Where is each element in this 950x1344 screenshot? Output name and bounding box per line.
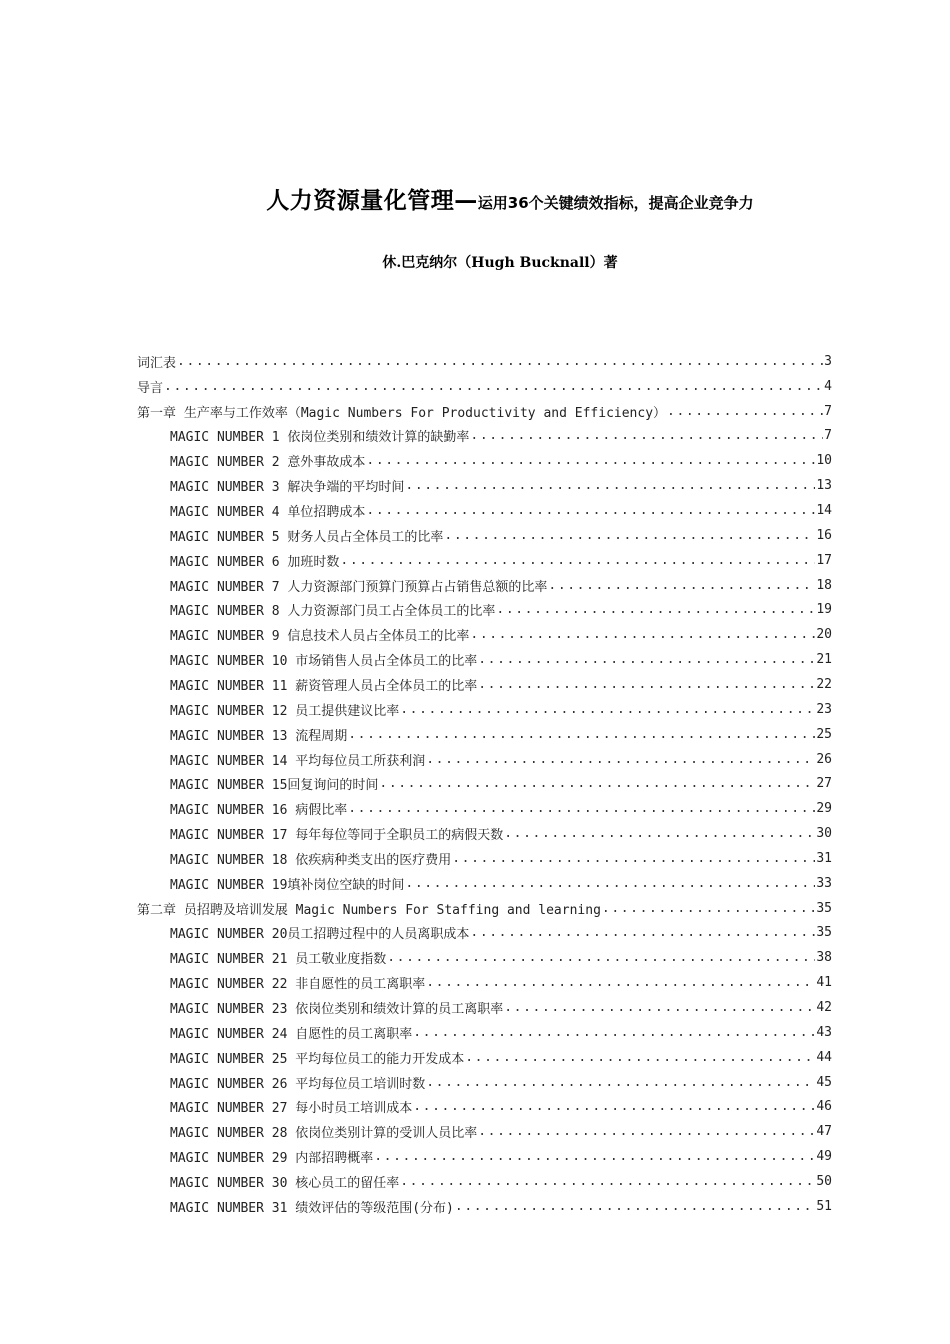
toc-entry-label: MAGIC NUMBER 13 流程周期 [170,728,348,744]
toc-dot-leader [366,503,815,518]
toc-dot-leader [426,752,815,767]
toc-entry-page-number: 16 [816,527,832,543]
toc-entry[interactable] [170,697,832,722]
toc-entry-page-number: 18 [816,577,832,593]
toc-entry-page-number: 19 [816,602,832,618]
toc-entry[interactable] [170,448,832,473]
toc-entry-label: MAGIC NUMBER 30 核心员工的留任率 [170,1175,400,1191]
toc-dot-leader [478,677,815,692]
toc-entry-label: MAGIC NUMBER 21 员工敬业度指数 [170,952,387,968]
toc-entry[interactable] [170,1095,832,1120]
toc-entry-page-number: 7 [824,403,832,419]
toc-entry-label: MAGIC NUMBER 6 加班时数 [170,554,340,570]
toc-entry-label: MAGIC NUMBER 8 人力资源部门员工占全体员工的比率 [170,604,496,620]
toc-entry-label: MAGIC NUMBER 27 每小时员工培训成本 [170,1101,413,1117]
toc-entry[interactable] [170,622,832,647]
toc-entry[interactable] [170,1169,832,1194]
toc-entry-label: MAGIC NUMBER 4 单位招聘成本 [170,505,366,521]
toc-entry-page-number: 50 [816,1173,832,1189]
toc-dot-leader [374,1149,815,1164]
toc-dot-leader [444,528,815,543]
toc-dot-leader [387,950,815,965]
toc-entry[interactable] [170,995,832,1020]
toc-entry-page-number: 23 [816,701,832,717]
toc-entry-label: MAGIC NUMBER 10 市场销售人员占全体员工的比率 [170,654,478,670]
toc-entry[interactable] [170,945,832,970]
toc-entry-page-number: 7 [824,428,832,444]
toc-dot-leader [366,453,815,468]
toc-entry[interactable] [170,1194,832,1219]
toc-entry-page-number: 46 [816,1099,832,1115]
toc-dot-leader [426,975,815,990]
toc-entry[interactable] [170,1070,832,1095]
toc-dot-leader [426,1075,815,1090]
toc-entry[interactable] [170,747,832,772]
toc-entry-label: MAGIC NUMBER 20员工招聘过程中的人员离职成本 [170,927,470,943]
toc-entry[interactable] [170,796,832,821]
toc-entry[interactable] [170,871,832,896]
title-subtitle: 运用36个关键绩效指标，提高企业竞争力 [477,194,754,212]
toc-entry-label: MAGIC NUMBER 2 意外事故成本 [170,455,366,471]
toc-entry-label: MAGIC NUMBER 31 绩效评估的等级范围(分布) [170,1200,454,1216]
toc-entry[interactable] [170,548,832,573]
toc-entry[interactable] [170,523,832,548]
toc-dot-leader [478,652,815,667]
toc-dot-leader [455,1199,815,1214]
toc-dot-leader [405,478,815,493]
toc-entry[interactable] [137,399,832,424]
toc-entry-label: MAGIC NUMBER 9 信息技术人员占全体员工的比率 [170,629,470,645]
toc-entry[interactable] [170,647,832,672]
toc-entry[interactable] [170,672,832,697]
toc-entry-label: MAGIC NUMBER 28 依岗位类别计算的受训人员比率 [170,1126,478,1142]
toc-entry[interactable] [170,498,832,523]
toc-entry-label: MAGIC NUMBER 16 病假比率 [170,803,348,819]
toc-dot-leader [400,702,815,717]
toc-entry-page-number: 45 [816,1074,832,1090]
toc-dot-leader [379,776,815,791]
toc-entry-label: MAGIC NUMBER 24 自愿性的员工离职率 [170,1026,413,1042]
toc-entry-page-number: 35 [816,900,832,916]
toc-entry[interactable] [170,424,832,449]
toc-dot-leader [164,379,823,394]
toc-entry[interactable] [170,1020,832,1045]
title-main: 人力资源量化管理— [266,188,478,214]
toc-entry-label: MAGIC NUMBER 5 财务人员占全体员工的比率 [170,529,444,545]
toc-entry-label: MAGIC NUMBER 26 平均每位员工培训时数 [170,1076,426,1092]
toc-entry-page-number: 25 [816,726,832,742]
toc-entry-label: MAGIC NUMBER 25 平均每位员工的能力开发成本 [170,1051,465,1067]
toc-dot-leader [504,1000,815,1015]
toc-entry-label: MAGIC NUMBER 12 员工提供建议比率 [170,703,400,719]
toc-entry-label: 导言 [137,380,164,396]
toc-dot-leader [413,1025,815,1040]
toc-entry-page-number: 41 [816,975,832,991]
document-title [0,182,950,215]
toc-entry-page-number: 3 [824,353,832,369]
toc-entry-page-number: 26 [816,751,832,767]
toc-entry-label: MAGIC NUMBER 22 非自愿性的员工离职率 [170,977,426,993]
toc-entry-page-number: 30 [816,826,832,842]
toc-entry-label: MAGIC NUMBER 29 内部招聘概率 [170,1151,374,1167]
toc-entry-label: 词汇表 [137,355,177,371]
toc-entry[interactable] [170,970,832,995]
toc-entry-page-number: 20 [816,627,832,643]
toc-dot-leader [452,851,815,866]
toc-entry-label: MAGIC NUMBER 18 依疾病种类支出的医疗费用 [170,852,452,868]
toc-entry-page-number: 33 [816,875,832,891]
toc-entry-page-number: 43 [816,1024,832,1040]
toc-dot-leader [504,826,815,841]
toc-entry-page-number: 22 [816,676,832,692]
toc-dot-leader [400,1174,815,1189]
toc-entry[interactable] [170,771,832,796]
toc-dot-leader [470,428,823,443]
toc-entry-page-number: 49 [816,1149,832,1165]
toc-entry-label: MAGIC NUMBER 17 每年每位等同于全职员工的病假天数 [170,828,504,844]
toc-entry[interactable] [137,349,832,374]
toc-entry[interactable] [170,1144,832,1169]
toc-dot-leader [348,727,815,742]
toc-dot-leader [177,354,823,369]
toc-entry-page-number: 29 [816,801,832,817]
toc-entry-page-number: 10 [816,453,832,469]
toc-entry-label: 第二章 员招聘及培训发展 Magic Numbers For Staffing and learning [137,902,601,918]
toc-entry[interactable] [170,846,832,871]
toc-entry-page-number: 31 [816,850,832,866]
author-line: 休.巴克纳尔（Hugh Bucknall）著 [382,255,618,271]
toc-entry-page-number: 14 [816,503,832,519]
toc-entry[interactable] [170,921,832,946]
toc-entry-label: MAGIC NUMBER 14 平均每位员工所获利润 [170,753,426,769]
toc-entry[interactable] [170,473,832,498]
toc-entry-page-number: 27 [816,776,832,792]
toc-dot-leader [602,901,815,916]
toc-dot-leader [465,1050,815,1065]
toc-dot-leader [348,801,815,816]
toc-entry-page-number: 47 [816,1124,832,1140]
toc-dot-leader [405,876,815,891]
toc-entry[interactable] [137,896,832,921]
toc-entry[interactable] [170,1045,832,1070]
toc-dot-leader [496,602,815,617]
toc-dot-leader [667,404,823,419]
toc-entry-page-number: 21 [816,652,832,668]
toc-dot-leader [413,1099,815,1114]
toc-entry-page-number: 17 [816,552,832,568]
toc-entry-label: MAGIC NUMBER 19填补岗位空缺的时间 [170,877,405,893]
toc-entry[interactable] [170,722,832,747]
toc-dot-leader [470,627,815,642]
toc-dot-leader [340,553,815,568]
toc-entry-label: MAGIC NUMBER 7 人力资源部门预算门预算占占销售总额的比率 [170,579,548,595]
toc-entry-label: MAGIC NUMBER 3 解决争端的平均时间 [170,480,405,496]
toc-entry-page-number: 35 [816,925,832,941]
toc-dot-leader [478,1124,815,1139]
toc-entry-page-number: 13 [816,478,832,494]
toc-entry[interactable] [170,821,832,846]
toc-entry-label: MAGIC NUMBER 1 依岗位类别和绩效计算的缺勤率 [170,430,470,446]
toc-entry[interactable] [170,1119,832,1144]
toc-dot-leader [548,578,815,593]
toc-entry-page-number: 42 [816,1000,832,1016]
toc-entry-page-number: 51 [816,1198,832,1214]
toc-entry-label: MAGIC NUMBER 11 薪资管理人员占全体员工的比率 [170,678,478,694]
toc-entry-label: MAGIC NUMBER 23 依岗位类别和绩效计算的员工离职率 [170,1002,504,1018]
toc-dot-leader [470,925,815,940]
toc-entry-label: MAGIC NUMBER 15回复询问的时间 [170,778,379,794]
toc-entry-page-number: 4 [824,378,832,394]
toc-entry-page-number: 44 [816,1049,832,1065]
toc-entry-label: 第一章 生产率与工作效率（Magic Numbers For Productivity and Efficiency） [137,405,667,421]
toc-entry[interactable] [137,374,832,399]
toc-entry[interactable] [170,573,832,598]
toc-entry[interactable] [170,598,832,623]
toc-entry-page-number: 38 [816,950,832,966]
